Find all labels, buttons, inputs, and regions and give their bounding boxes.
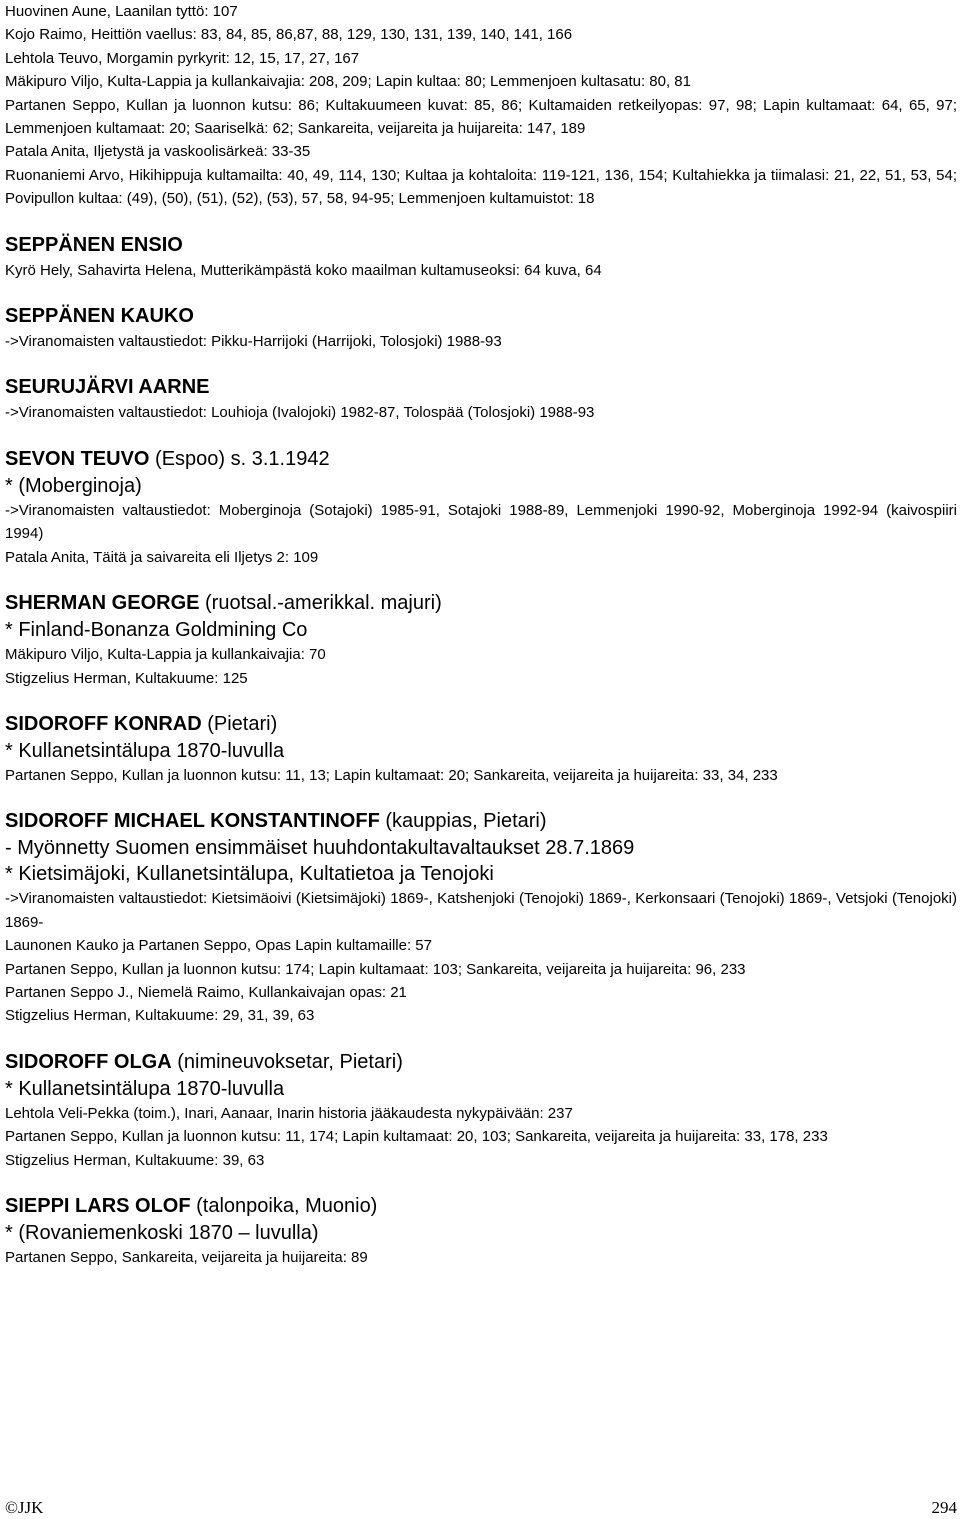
entry-name: SEPPÄNEN ENSIO <box>5 233 183 256</box>
entry-name: SIDOROFF OLGA <box>5 1050 172 1073</box>
page-number: 294 <box>931 1498 957 1517</box>
entry-reference: Stigzelius Herman, Kultakuume: 29, 31, 39, 63 <box>5 1007 315 1025</box>
entry-reference: Partanen Seppo, Kullan ja luonnon kutsu: 174; Lapin kultamaat: 103; Sankareita, veijareita ja huijareita: 96, 233 <box>5 960 746 978</box>
entry-name: SIDOROFF KONRAD <box>5 712 202 735</box>
entry-spacer <box>5 425 957 446</box>
entry <box>5 446 957 569</box>
entry-note: * (Moberginoja) <box>5 474 142 497</box>
entry <box>5 808 957 1027</box>
entry-heading <box>5 303 957 330</box>
entry-reference: Mäkipuro Viljo, Kulta-Lappia ja kullankaivajia: 70 <box>5 646 326 664</box>
entry-heading <box>5 446 957 473</box>
reference-line: Ruonaniemi Arvo, Hikihippuja kultamailta: 40, 49, 114, 130; Kultaa ja kohtaloita: 119-121, 136, 154; Kultahiekka ja tiimalasi: 21, 22, 51, 53, 54; Povipullon kultaa: (49), (50), (51), (52), (53), 57, 58, 94-95; Lemmenjoen kultamuistot: 18 <box>5 166 957 208</box>
reference-line: Kojo Raimo, Heittiön vaellus: 83, 84, 85, 86,87, 88, 129, 130, 131, 139, 140, 141, 166 <box>5 26 573 44</box>
entry-note: * Kullanetsintälupa 1870-luvulla <box>5 1077 285 1100</box>
entry-note: * Kullanetsintälupa 1870-luvulla <box>5 739 285 762</box>
entry-reference: ->Viranomaisten valtaustiedot: Louhioja (Ivalojoki) 1982-87, Tolospää (Tolosjoki) 1988-93 <box>5 404 595 422</box>
page-footer <box>5 1496 957 1519</box>
entry-reference: Stigzelius Herman, Kultakuume: 39, 63 <box>5 1151 265 1169</box>
entry <box>5 374 957 424</box>
entry-reference: ->Viranomaisten valtaustiedot: Pikku-Harrijoki (Harrijoki, Tolosjoki) 1988-93 <box>5 333 502 351</box>
entry-spacer <box>5 787 957 808</box>
entry-name: SIDOROFF MICHAEL KONSTANTINOFF <box>5 810 380 833</box>
entry-suffix: (nimineuvoksetar, Pietari) <box>171 1050 403 1073</box>
entry <box>5 232 957 282</box>
reference-list <box>5 0 957 211</box>
entry-name: SIEPPI LARS OLOF <box>5 1194 191 1217</box>
entry <box>5 590 957 690</box>
entry-heading <box>5 590 957 617</box>
entry-reference: Lehtola Veli-Pekka (toim.), Inari, Aanaar, Inarin historia jääkaudesta nykypäivään: 237 <box>5 1104 573 1122</box>
entry-reference: ->Viranomaisten valtaustiedot: Kietsimäoivi (Kietsimäjoki) 1869-, Katshenjoki (Tenojoki) 1869-, Kerkonsaari (Tenojoki) 1869-, Vetsjoki (Tenojoki) 1869- <box>5 890 957 931</box>
entry-reference: Stigzelius Herman, Kultakuume: 125 <box>5 669 248 687</box>
copyright-mark: ©JJK <box>5 1498 44 1517</box>
entry-reference: Partanen Seppo, Kullan ja luonnon kutsu: 11, 13; Lapin kultamaat: 20; Sankareita, veijareita ja huijareita: 33, 34, 233 <box>5 766 778 784</box>
entry-spacer <box>5 1172 957 1193</box>
entries-list <box>5 211 957 1270</box>
entry-suffix: (Espoo) s. 3.1.1942 <box>149 447 330 470</box>
entry-reference: Patala Anita, Täitä ja saivareita eli Iljetys 2: 109 <box>5 548 319 566</box>
entry-name: SEVON TEUVO <box>5 447 150 470</box>
entry-reference: Kyrö Hely, Sahavirta Helena, Mutterikämpästä koko maailman kultamuseoksi: 64 kuva, 64 <box>5 261 602 279</box>
reference-line: Mäkipuro Viljo, Kulta-Lappia ja kullankaivajia: 208, 209; Lapin kultaa: 80; Lemmenjoen kultasatu: 80, 81 <box>5 73 691 91</box>
reference-line: Lehtola Teuvo, Morgamin pyrkyrit: 12, 15, 17, 27, 167 <box>5 49 360 67</box>
entry-note: * Kietsimäjoki, Kullanetsintälupa, Kultatietoa ja Tenojoki <box>5 863 494 886</box>
entry-reference: Launonen Kauko ja Partanen Seppo, Opas Lapin kultamaille: 57 <box>5 937 432 955</box>
entry-suffix: (talonpoika, Muonio) <box>190 1194 378 1217</box>
reference-line: Huovinen Aune, Laanilan tyttö: 107 <box>5 3 238 20</box>
entry <box>5 303 957 353</box>
entry-name: SEURUJÄRVI AARNE <box>5 376 210 399</box>
entry-suffix: (kauppias, Pietari) <box>379 810 547 833</box>
entry-spacer <box>5 211 957 232</box>
entry-heading <box>5 808 957 835</box>
entry-reference: ->Viranomaisten valtaustiedot: Moberginoja (Sotajoki) 1985-91, Sotajoki 1988-89, Lemmenjoki 1990-92, Moberginoja 1992-94 (kaivospiiri 1994) <box>5 501 957 543</box>
entry-note: * (Rovaniemenkoski 1870 – luvulla) <box>5 1221 319 1244</box>
entry-spacer <box>5 353 957 374</box>
entry-note: * Finland-Bonanza Goldmining Co <box>5 619 308 642</box>
entry-suffix: (ruotsal.-amerikkal. majuri) <box>199 592 442 615</box>
entry-heading <box>5 1049 957 1076</box>
entry-name: SHERMAN GEORGE <box>5 592 200 615</box>
reference-line: Patala Anita, Iljetystä ja vaskoolisärkeä: 33-35 <box>5 143 311 161</box>
entry-spacer <box>5 690 957 711</box>
entry-reference: Partanen Seppo J., Niemelä Raimo, Kullankaivajan opas: 21 <box>5 983 407 1001</box>
entry-reference: Partanen Seppo, Kullan ja luonnon kutsu: 11, 174; Lapin kultamaat: 20, 103; Sankareita, veijareita ja huijareita: 33, 178, 233 <box>5 1128 828 1146</box>
entry-spacer <box>5 282 957 303</box>
document-page <box>5 0 957 1269</box>
entry-suffix: (Pietari) <box>201 712 278 735</box>
entry <box>5 1049 957 1172</box>
entry-spacer <box>5 1028 957 1049</box>
entry-note: - Myönnetty Suomen ensimmäiset huuhdontakultavaltaukset 28.7.1869 <box>5 837 635 860</box>
entry-name: SEPPÄNEN KAUKO <box>5 305 194 328</box>
entry <box>5 1193 957 1269</box>
entry-heading <box>5 1193 957 1220</box>
entry-heading <box>5 711 957 738</box>
entry <box>5 711 957 787</box>
entry-heading <box>5 374 957 401</box>
entry-heading <box>5 232 957 259</box>
entry-reference: Partanen Seppo, Sankareita, veijareita ja huijareita: 89 <box>5 1248 368 1266</box>
reference-line: Partanen Seppo, Kullan ja luonnon kutsu: 86; Kultakuumeen kuvat: 85, 86; Kultamaiden retkeilyopas: 97, 98; Lapin kultamaat: 64, 65, 97; Lemmenjoen kultamaat: 20; Saariselkä: 62; Sankareita, veijareita ja huijareita: 147, 189 <box>5 96 957 138</box>
entry-spacer <box>5 569 957 590</box>
